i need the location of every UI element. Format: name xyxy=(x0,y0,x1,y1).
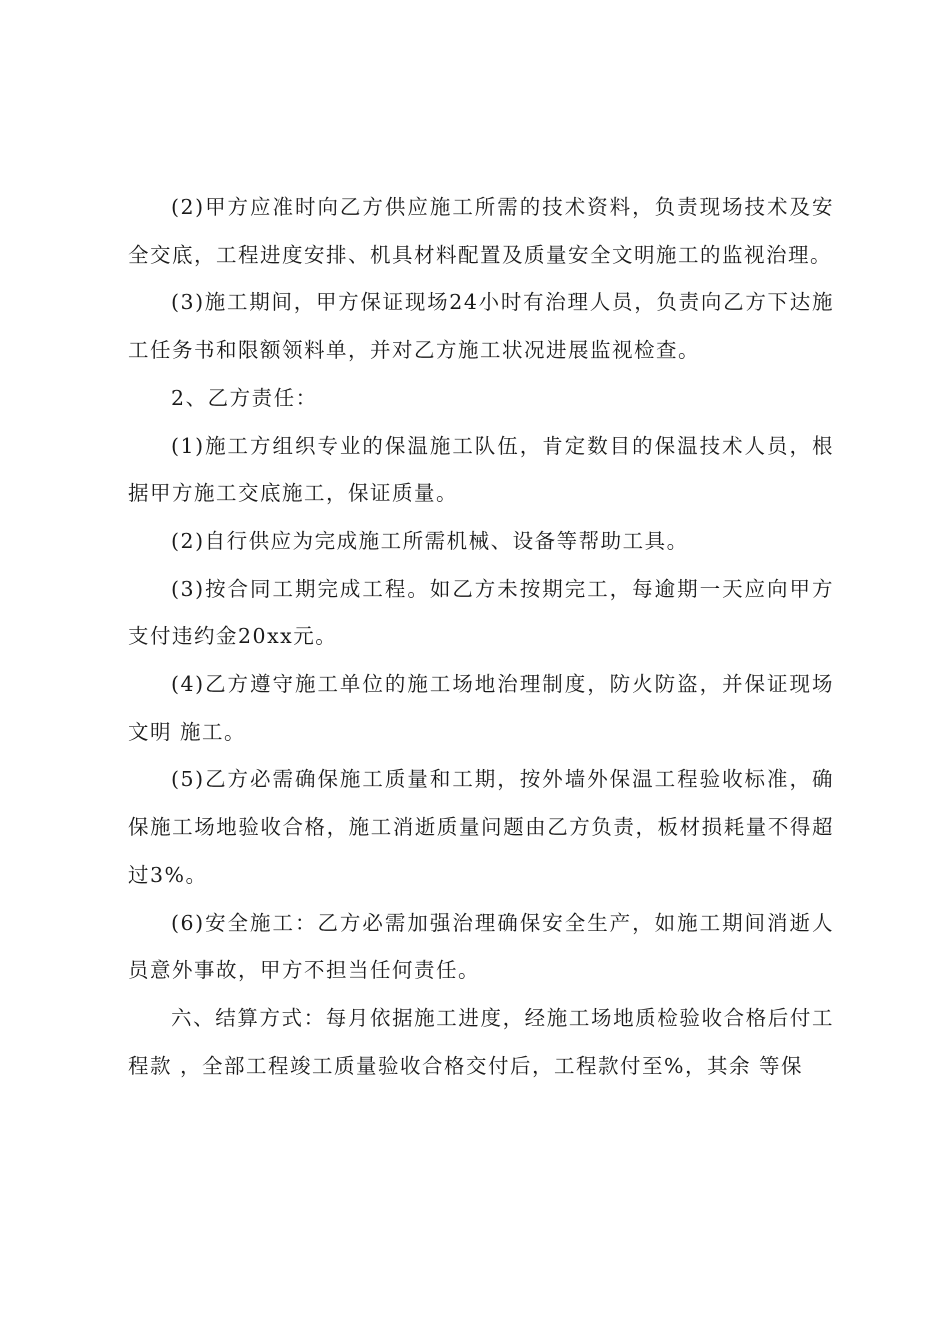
paragraph-party-b-team: (1)施工方组织专业的保温施工队伍，肯定数目的保温技术人员，根据甲方施工交底施工，保证质量。 xyxy=(128,433,834,506)
paragraph-party-a-technical-data: (2)甲方应准时向乙方供应施工所需的技术资料，负责现场技术及安全交底，工程进度安排、机具材料配置及质量安全文明施工的监视治理。 xyxy=(128,195,834,267)
paragraph-party-b-quality: (5)乙方必需确保施工质量和工期，按外墙外保温工程验收标准，确保施工场地验收合格，施工消逝质量问题由乙方负责，板材损耗量不得超过3%。 xyxy=(128,767,834,887)
paragraph-party-b-schedule: (3)按合同工期完成工程。如乙方未按期完工，每逾期一天应向甲方支付违约金20xx元。 xyxy=(128,576,834,649)
document-body xyxy=(128,184,834,1090)
paragraph-party-b-safety: (6)安全施工：乙方必需加强治理确保安全生产，如施工期间消逝人员意外事故，甲方不担当任何责任。 xyxy=(128,910,834,983)
paragraph-party-b-site-rules: (4)乙方遵守施工单位的施工场地治理制度，防火防盗，并保证现场文明 施工。 xyxy=(128,672,834,744)
paragraph-party-a-supervision: (3)施工期间，甲方保证现场24小时有治理人员，负责向乙方下达施工任务书和限额领料单，并对乙方施工状况进展监视检查。 xyxy=(128,290,834,363)
paragraph-settlement-method: 六、结算方式：每月依据施工进度，经施工场地质检验收合格后付工程款 ，全部工程竣工质量验收合格交付后，工程款付至%，其余 等保 xyxy=(128,1005,834,1078)
paragraph-party-b-tools: (2)自行供应为完成施工所需机械、设备等帮助工具。 xyxy=(171,528,689,553)
heading-party-b-responsibility: 2、乙方责任： xyxy=(171,385,318,410)
